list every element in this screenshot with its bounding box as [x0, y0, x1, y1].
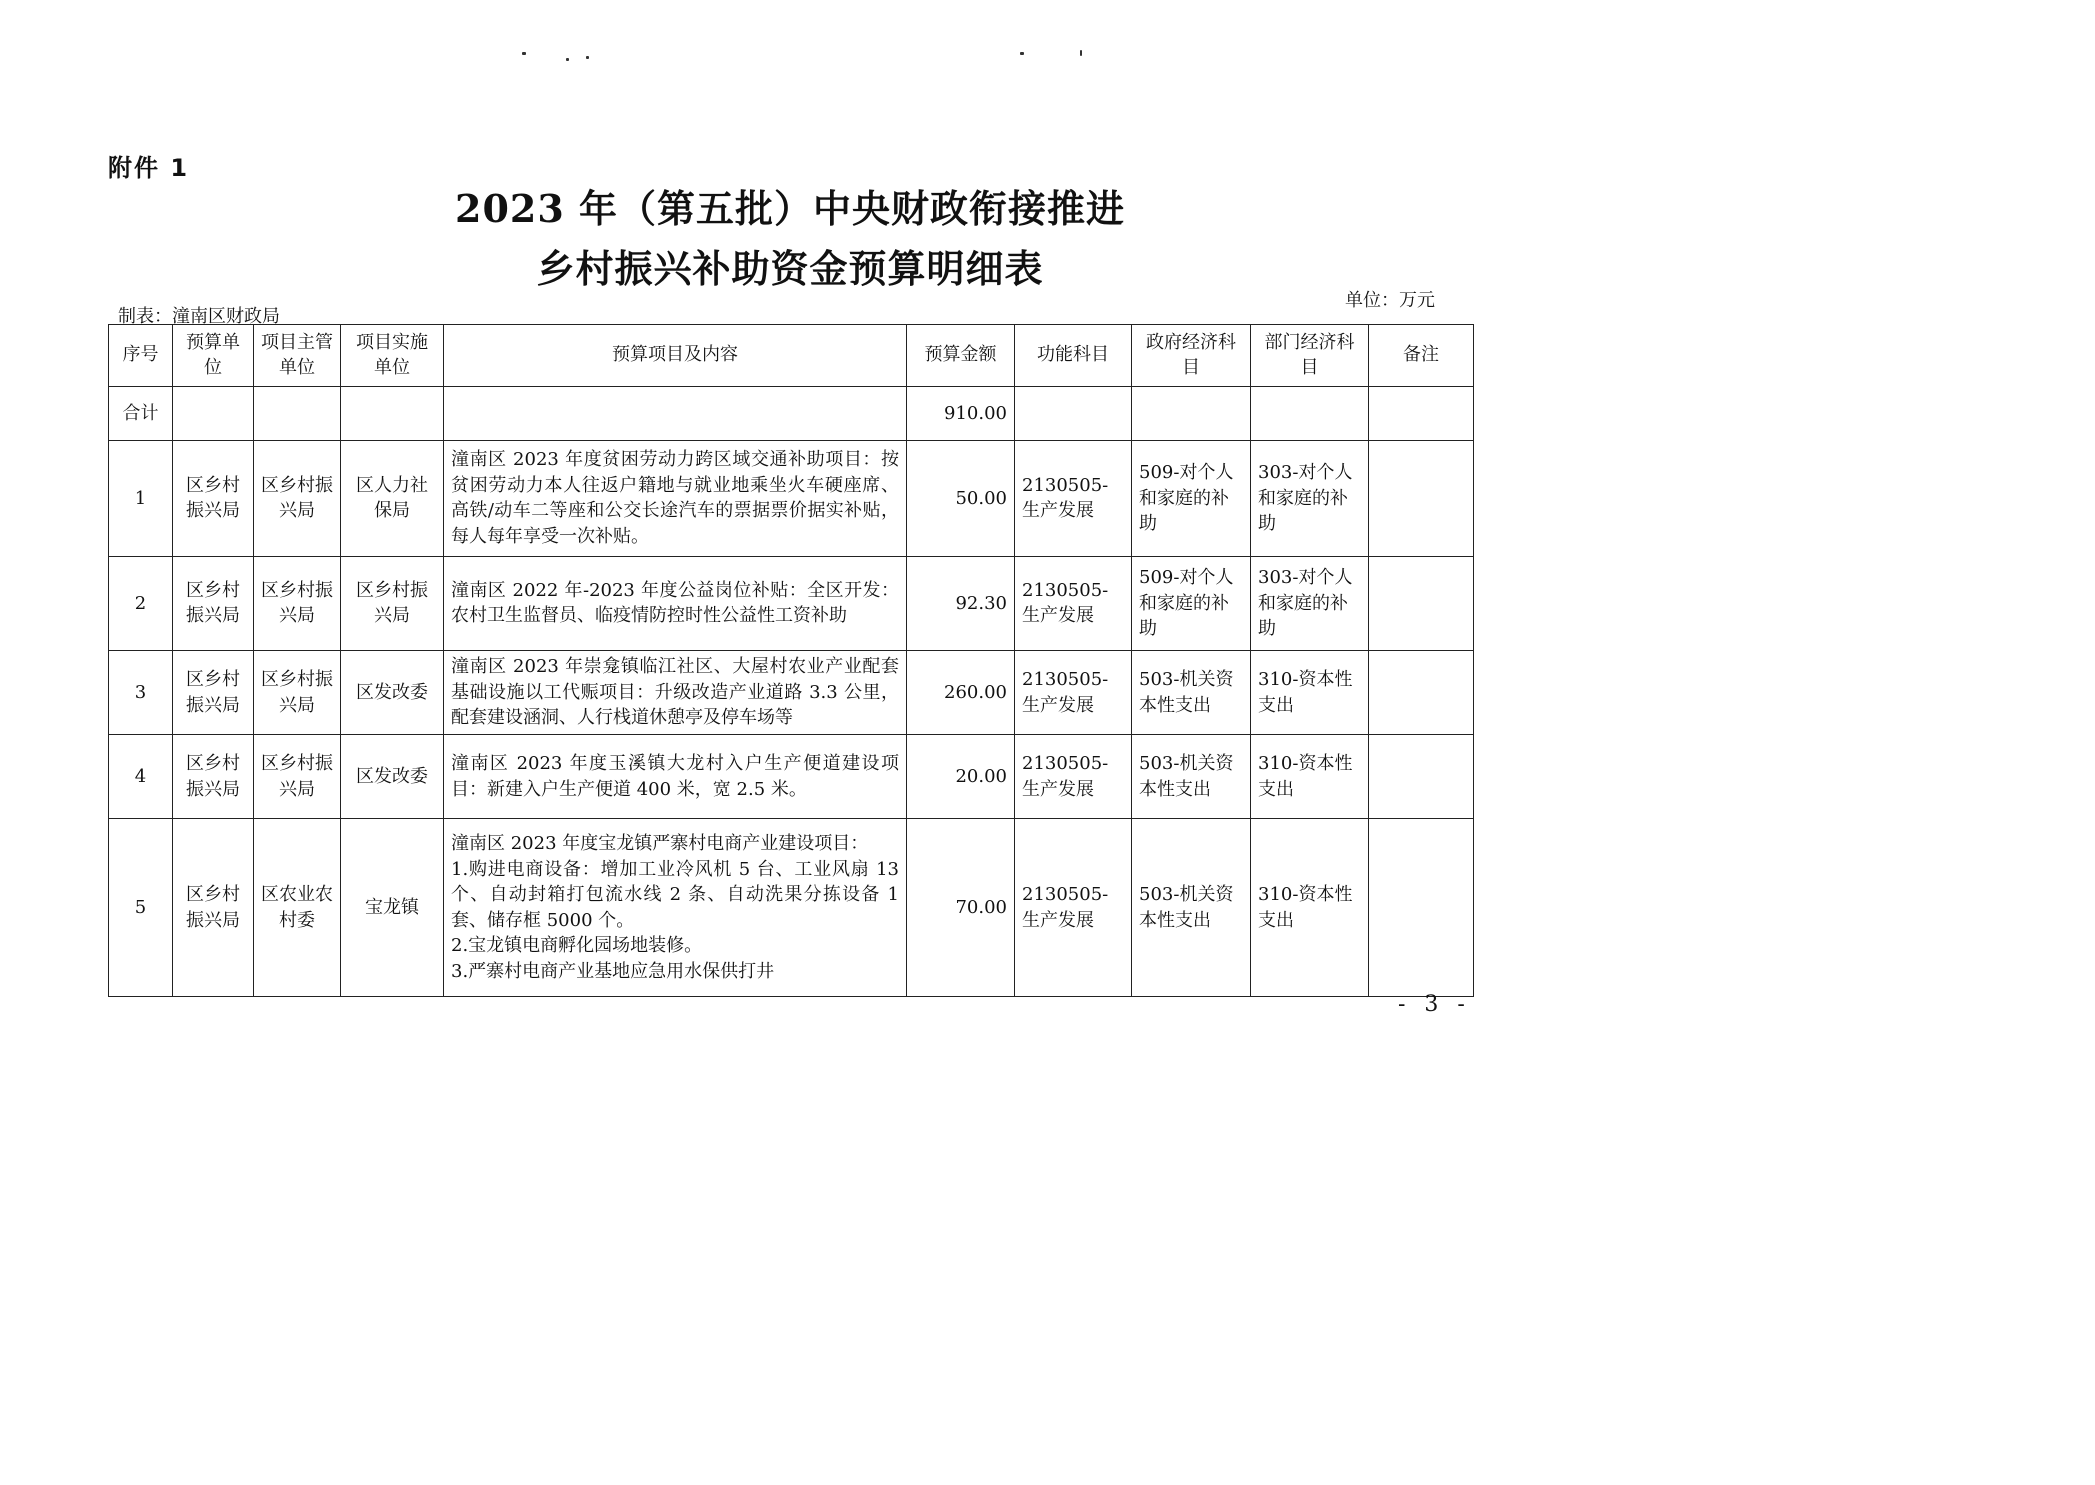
row-content — [444, 819, 907, 997]
header-seq: 序号 — [109, 325, 173, 387]
total-amount: 910.00 — [907, 387, 1015, 441]
row-content — [444, 556, 907, 650]
budget-detail-table — [108, 324, 1474, 997]
row-func-subject: 2130505-生产发展 — [1015, 819, 1132, 997]
row-seq: 3 — [109, 650, 173, 734]
row-implementer: 区乡村振兴局 — [341, 556, 444, 650]
row-content — [444, 650, 907, 734]
attachment-label: 附件 1 — [108, 154, 190, 182]
row-supervisor: 区农业农村委 — [254, 819, 341, 997]
table-row — [109, 650, 1474, 734]
row-implementer: 宝龙镇 — [341, 819, 444, 997]
scan-speck — [566, 58, 569, 61]
row-budget-unit: 区乡村振兴局 — [173, 441, 254, 556]
row-amount: 50.00 — [907, 441, 1015, 556]
total-label: 合计 — [109, 387, 173, 441]
row-content — [444, 441, 907, 556]
table-row — [109, 735, 1474, 819]
row-gov-econ: 509-对个人和家庭的补助 — [1132, 441, 1251, 556]
header-func-subject: 功能科目 — [1015, 325, 1132, 387]
row-remark — [1369, 556, 1474, 650]
row-implementer: 区人力社保局 — [341, 441, 444, 556]
total-empty-cell — [444, 387, 907, 441]
content-line: 2.宝龙镇电商孵化园场地装修。 — [451, 935, 703, 957]
content-line: 潼南区 2023 年崇龛镇临江社区、大屋村农业产业配套基础设施以工代赈项目：升级改造产业道路 3.3 公里，配套建设涵洞、人行栈道休憩亭及停车场等 — [451, 656, 899, 729]
row-func-subject: 2130505-生产发展 — [1015, 735, 1132, 819]
total-empty-cell — [1369, 387, 1474, 441]
header-implementer: 项目实施单位 — [341, 325, 444, 387]
row-gov-econ: 509-对个人和家庭的补助 — [1132, 556, 1251, 650]
total-empty-cell — [254, 387, 341, 441]
header-amount: 预算金额 — [907, 325, 1015, 387]
row-dept-econ: 310-资本性支出 — [1251, 819, 1369, 997]
content-line: 潼南区 2022 年-2023 年度公益岗位补贴：全区开发：农村卫生监督员、临疫情防控时性公益性工资补助 — [451, 579, 899, 627]
row-supervisor: 区乡村振兴局 — [254, 556, 341, 650]
total-empty-cell — [341, 387, 444, 441]
header-gov-econ: 政府经济科目 — [1132, 325, 1251, 387]
row-remark — [1369, 735, 1474, 819]
page-title-line2: 乡村振兴补助资金预算明细表 — [536, 246, 1044, 291]
total-empty-cell — [173, 387, 254, 441]
row-seq: 5 — [109, 819, 173, 997]
page-number: - 3 - — [1398, 992, 1471, 1017]
content-line: 潼南区 2023 年度玉溪镇大龙村入户生产便道建设项目：新建入户生产便道 400 米，宽 2.5 米。 — [451, 753, 899, 800]
row-func-subject: 2130505-生产发展 — [1015, 556, 1132, 650]
row-budget-unit: 区乡村振兴局 — [173, 819, 254, 997]
table-row — [109, 819, 1474, 997]
row-func-subject: 2130505-生产发展 — [1015, 650, 1132, 734]
row-gov-econ: 503-机关资本性支出 — [1132, 819, 1251, 997]
page-title-line1: 2023 年（第五批）中央财政衔接推进 — [455, 186, 1125, 231]
scan-speck — [522, 52, 526, 55]
row-dept-econ: 303-对个人和家庭的补助 — [1251, 441, 1369, 556]
scan-speck — [586, 56, 589, 59]
prepared-by: 制表：潼南区财政局 — [118, 306, 280, 327]
total-empty-cell — [1132, 387, 1251, 441]
header-content: 预算项目及内容 — [444, 325, 907, 387]
row-remark — [1369, 650, 1474, 734]
row-budget-unit: 区乡村振兴局 — [173, 735, 254, 819]
content-line: 潼南区 2023 年度宝龙镇严寨村电商产业建设项目： — [451, 833, 869, 855]
row-seq: 2 — [109, 556, 173, 650]
row-gov-econ: 503-机关资本性支出 — [1132, 650, 1251, 734]
row-amount: 20.00 — [907, 735, 1015, 819]
row-implementer: 区发改委 — [341, 735, 444, 819]
scan-speck — [1080, 50, 1082, 56]
row-budget-unit: 区乡村振兴局 — [173, 556, 254, 650]
row-content — [444, 735, 907, 819]
row-amount: 70.00 — [907, 819, 1015, 997]
table-row — [109, 556, 1474, 650]
row-supervisor: 区乡村振兴局 — [254, 650, 341, 734]
content-line: 潼南区 2023 年度贫困劳动力跨区域交通补助项目：按贫困劳动力本人往返户籍地与就业地乘坐火车硬座席、高铁/动车二等座和公交长途汽车的票据票价据实补贴，每人每年享受一次补贴。 — [451, 449, 899, 548]
row-dept-econ: 303-对个人和家庭的补助 — [1251, 556, 1369, 650]
row-gov-econ: 503-机关资本性支出 — [1132, 735, 1251, 819]
table-row — [109, 441, 1474, 556]
header-dept-econ: 部门经济科目 — [1251, 325, 1369, 387]
header-supervisor: 项目主管单位 — [254, 325, 341, 387]
row-seq: 4 — [109, 735, 173, 819]
header-budget-unit: 预算单位 — [173, 325, 254, 387]
row-supervisor: 区乡村振兴局 — [254, 735, 341, 819]
total-empty-cell — [1251, 387, 1369, 441]
row-implementer: 区发改委 — [341, 650, 444, 734]
content-line: 3.严寨村电商产业基地应急用水保供打井 — [451, 960, 775, 982]
unit-label: 单位：万元 — [1345, 290, 1435, 311]
row-supervisor: 区乡村振兴局 — [254, 441, 341, 556]
header-remark: 备注 — [1369, 325, 1474, 387]
row-budget-unit: 区乡村振兴局 — [173, 650, 254, 734]
row-amount: 92.30 — [907, 556, 1015, 650]
total-row — [109, 387, 1474, 441]
row-dept-econ: 310-资本性支出 — [1251, 650, 1369, 734]
scan-speck — [1020, 52, 1024, 55]
total-empty-cell — [1015, 387, 1132, 441]
row-amount: 260.00 — [907, 650, 1015, 734]
table-header-row — [109, 325, 1474, 387]
content-line: 1.购进电商设备：增加工业冷风机 5 台、工业风扇 13 个、自动封箱打包流水线 2 条、自动洗果分拣设备 1 套、储存框 5000 个。 — [451, 858, 899, 931]
row-seq: 1 — [109, 441, 173, 556]
row-remark — [1369, 441, 1474, 556]
row-func-subject: 2130505-生产发展 — [1015, 441, 1132, 556]
row-remark — [1369, 819, 1474, 997]
row-dept-econ: 310-资本性支出 — [1251, 735, 1369, 819]
